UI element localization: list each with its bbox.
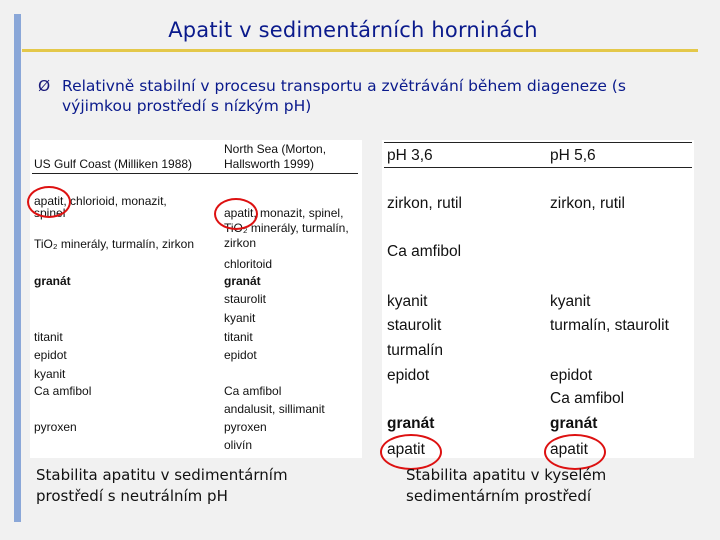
arrow-bullet-icon: Ø bbox=[38, 77, 51, 95]
table1-col2-row: chloritoid bbox=[224, 257, 273, 271]
table2-right-row: turmalín, staurolit bbox=[550, 317, 669, 334]
table2-left-row: Ca amfibol bbox=[387, 243, 462, 260]
table2-top-rule bbox=[384, 142, 692, 143]
table2-left-row: epidot bbox=[387, 367, 430, 384]
table1-col2-row: epidot bbox=[224, 348, 257, 362]
slide-title: Apatit v sedimentárních horninách bbox=[168, 18, 538, 42]
table1-col2-row: zirkon bbox=[224, 236, 257, 250]
table1-col1-row: granát bbox=[34, 274, 71, 288]
table1-col1-row: TiO₂ minerály, turmalín, zirkon bbox=[34, 237, 195, 251]
table2-right-row: granát bbox=[550, 415, 598, 432]
table1-col1-row: spinel bbox=[34, 206, 66, 220]
title-underline bbox=[22, 49, 698, 52]
table2-left-row: granát bbox=[387, 415, 435, 432]
apatit-highlight-circle bbox=[214, 198, 258, 230]
table1-col1-row: titanit bbox=[34, 330, 63, 344]
table1-header-rule bbox=[32, 173, 358, 174]
table1-col1-row: epidot bbox=[34, 348, 67, 362]
table1-col2-row: andalusit, sillimanit bbox=[224, 402, 325, 416]
stability-table-neutral bbox=[30, 140, 362, 458]
table1-col1-row: kyanit bbox=[34, 367, 66, 381]
table1-col1-header: US Gulf Coast (Milliken 1988) bbox=[34, 157, 193, 171]
table2-left-row: zirkon, rutil bbox=[387, 195, 462, 212]
bullet-point bbox=[38, 76, 678, 116]
table2-right-row: zirkon, rutil bbox=[550, 195, 625, 212]
caption-neutral-line1: Stabilita apatitu v sedimentárním bbox=[36, 466, 288, 484]
table1-col2-row: kyanit bbox=[224, 311, 256, 325]
table2-header-ph56: pH 5,6 bbox=[550, 147, 596, 164]
table1-col2-row: Ca amfibol bbox=[224, 384, 282, 398]
bullet-line-2: výjimkou prostředí s nízkým pH) bbox=[62, 97, 312, 115]
caption-acidic bbox=[406, 465, 706, 507]
table1-col2-row: staurolit bbox=[224, 292, 267, 306]
table2-header-ph36: pH 3,6 bbox=[387, 147, 433, 164]
table2-left-row: turmalín bbox=[387, 342, 443, 359]
stability-table-acidic bbox=[382, 140, 694, 458]
table2-left-row: kyanit bbox=[387, 293, 428, 310]
table2-right-row: apatit bbox=[550, 441, 588, 458]
left-accent-bar bbox=[14, 14, 21, 522]
table2-right-row: kyanit bbox=[550, 293, 591, 310]
table1-col2-row: apatit, monazit, spinel, bbox=[224, 206, 344, 220]
table1-col1-row: Ca amfibol bbox=[34, 384, 92, 398]
table1-col2-row: TiO₂ minerály, turmalín, bbox=[224, 221, 349, 235]
table1-col2-header-line2: Hallsworth 1999) bbox=[224, 157, 315, 171]
table2-header-rule bbox=[384, 167, 692, 168]
table2-left-row: staurolit bbox=[387, 317, 442, 334]
table1-col2-row: pyroxen bbox=[224, 420, 267, 434]
table1-col2-row: olivín bbox=[224, 438, 253, 452]
caption-neutral-line2: prostředí s neutrálním pH bbox=[36, 487, 228, 505]
caption-acidic-line1: Stabilita apatitu v kyselém bbox=[406, 466, 607, 484]
table1-col2-header-line1: North Sea (Morton, bbox=[224, 142, 327, 156]
table2-right-row: Ca amfibol bbox=[550, 390, 625, 407]
table1-col2-row: granát bbox=[224, 274, 261, 288]
table1-col2-row: titanit bbox=[224, 330, 253, 344]
table2-left-row: apatit bbox=[387, 441, 425, 458]
caption-acidic-line2: sedimentárním prostředí bbox=[406, 487, 592, 505]
table1-col1-row: apatit, chlorioid, monazit, bbox=[34, 194, 167, 208]
caption-neutral bbox=[36, 465, 356, 507]
apatit-highlight-circle bbox=[27, 186, 71, 218]
table2-right-row: epidot bbox=[550, 367, 593, 384]
bullet-line-1: Relativně stabilní v procesu transportu a zvětrávání během diageneze (s bbox=[62, 77, 626, 95]
table1-col1-row: pyroxen bbox=[34, 420, 77, 434]
